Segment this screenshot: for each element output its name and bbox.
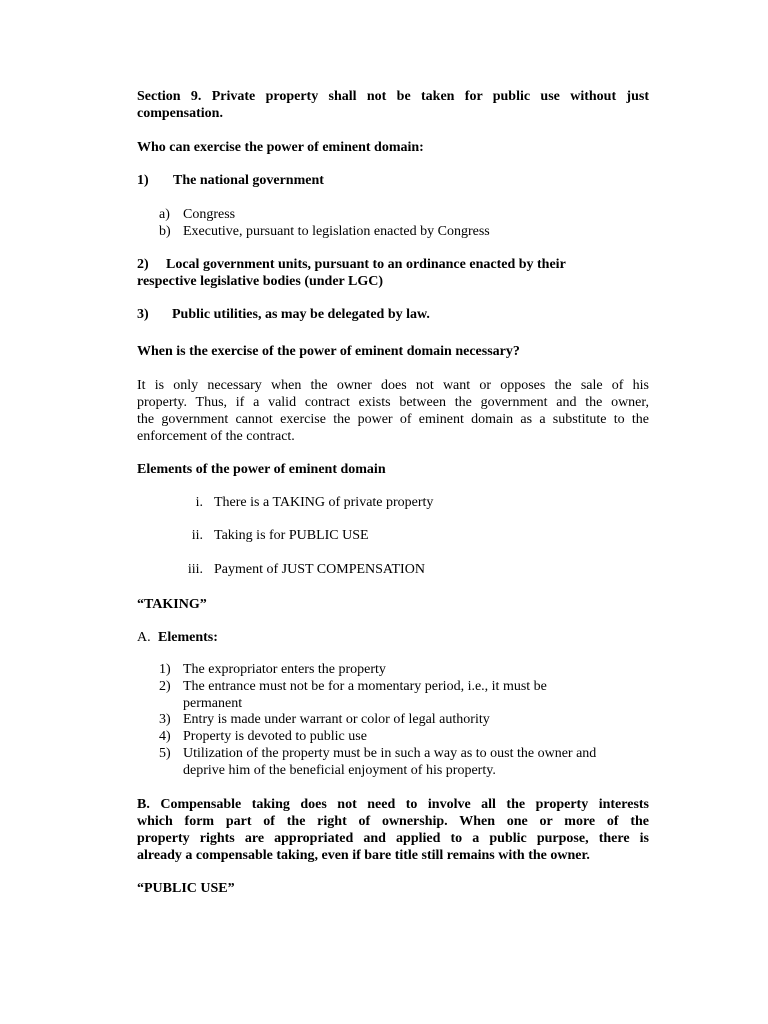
sub-item-marker: b) (159, 224, 171, 239)
who-heading: Who can exercise the power of eminent domain: (137, 140, 424, 155)
element-text: Taking is for PUBLIC USE (214, 528, 369, 543)
item-1-number: 1) (137, 173, 149, 188)
a-item-text: The expropriator enters the property (183, 662, 386, 677)
sub-item-text: Congress (183, 207, 236, 222)
item-2-number: 2) (137, 257, 149, 272)
a-item-text (183, 745, 596, 779)
paragraph-line: property. Thus, if a valid contract exists between the government and the owner, (137, 395, 649, 410)
a-item-number: 3) (159, 712, 171, 727)
element-text: There is a TAKING of private property (214, 495, 434, 510)
a-item-text: Property is devoted to public use (183, 729, 367, 744)
element-text: Payment of JUST COMPENSATION (214, 562, 425, 577)
paragraph-line: the government cannot exercise the power of eminent domain as a substitute to the (137, 412, 649, 427)
sub-item-text: Executive, pursuant to legislation enacted by Congress (183, 224, 490, 239)
item-2-line: respective legislative bodies (under LGC) (137, 274, 384, 289)
paragraph-line: compensation. (137, 106, 223, 121)
a-item-number: 1) (159, 662, 171, 677)
a-heading-text: Elements: (158, 630, 218, 645)
a-item-line: The entrance must not be for a momentary period, i.e., it must be (183, 679, 547, 694)
public-use-heading: “PUBLIC USE” (137, 881, 235, 896)
paragraph-line: which form part of the right of ownership. When one or more of the (137, 814, 649, 829)
item-3-text: Public utilities, as may be delegated by law. (172, 307, 430, 322)
a-item-line: deprive him of the beneficial enjoyment of his property. (183, 763, 496, 778)
taking-heading: “TAKING” (137, 597, 207, 612)
a-heading-letter: A. (137, 630, 151, 645)
section-9-paragraph (137, 88, 649, 122)
a-item-number: 4) (159, 729, 171, 744)
paragraph-line: already a compensable taking, even if bare title still remains with the owner. (137, 848, 590, 863)
paragraph-line: Section 9. Private property shall not be taken for public use without just (137, 89, 649, 104)
roman-numeral: ii. (191, 528, 203, 543)
paragraph-line: property rights are appropriated and applied to a public purpose, there is (137, 831, 649, 846)
item-3-number: 3) (137, 307, 149, 322)
elements-heading: Elements of the power of eminent domain (137, 462, 386, 477)
paragraph-line: B. Compensable taking does not need to involve all the property interests (137, 797, 649, 812)
item-2-line: Local government units, pursuant to an ordinance enacted by their (166, 257, 566, 272)
a-item-text (183, 678, 547, 712)
a-item-text: Entry is made under warrant or color of legal authority (183, 712, 490, 727)
paragraph-line: It is only necessary when the owner does not want or opposes the sale of his (137, 378, 649, 393)
item-1-text: The national government (173, 173, 324, 188)
item-2-text (137, 256, 566, 290)
when-heading: When is the exercise of the power of eminent domain necessary? (137, 344, 520, 359)
a-item-number: 5) (159, 746, 171, 761)
when-paragraph (137, 377, 649, 445)
a-item-line: permanent (183, 696, 243, 711)
roman-numeral: i. (195, 495, 203, 510)
a-item-line: Utilization of the property must be in such a way as to oust the owner and (183, 746, 597, 761)
b-paragraph (137, 796, 649, 864)
sub-item-marker: a) (159, 207, 170, 222)
paragraph-line: enforcement of the contract. (137, 429, 295, 444)
roman-numeral: iii. (187, 562, 203, 577)
a-item-number: 2) (159, 679, 171, 694)
